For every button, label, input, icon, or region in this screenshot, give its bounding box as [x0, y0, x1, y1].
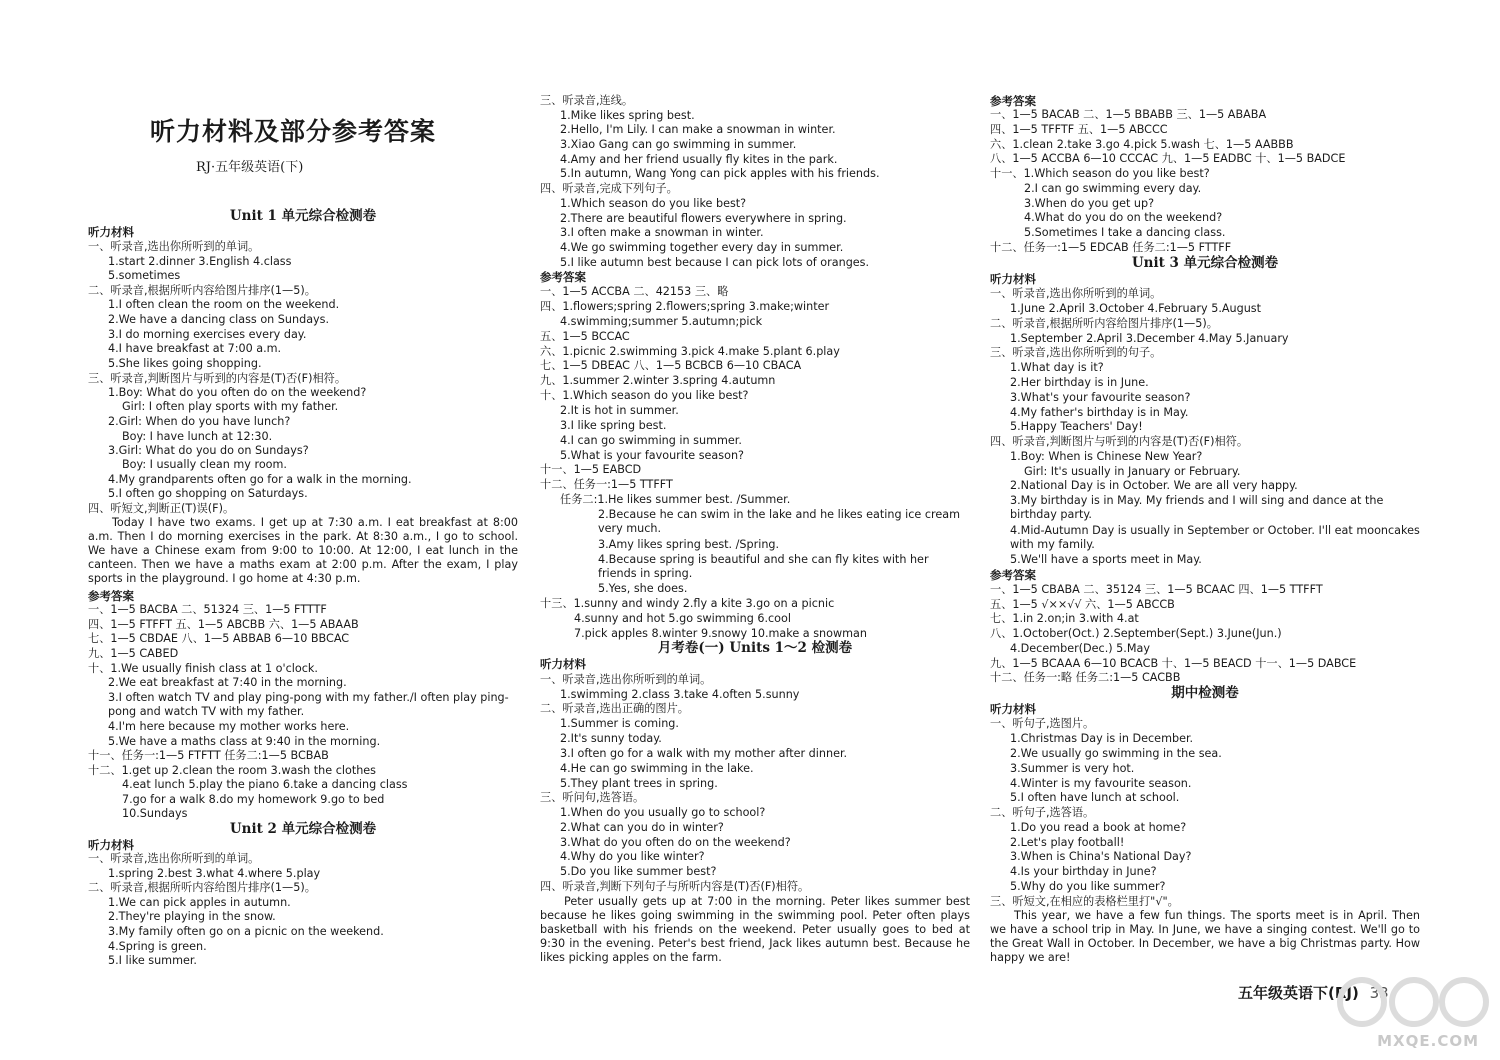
- section-heading: 期中检测卷: [1171, 685, 1239, 701]
- text-line: 1.Boy: When is Chinese New Year?: [1010, 450, 1203, 463]
- text-line: 4.Amy and her friend usually fly kites in the park.: [560, 153, 838, 166]
- text-line: 听力材料: [990, 702, 1036, 716]
- section-heading: 月考卷(一) Units 1～2 检测卷: [657, 640, 853, 656]
- text-line: 4.swimming;summer 5.autumn;pick: [560, 315, 763, 328]
- text-line: 四、听短文,判断正(T)误(F)。: [88, 502, 235, 515]
- text-line: 3.My birthday is in May. My friends and I will sing and dance at the birthday party.: [1010, 494, 1384, 521]
- text-line: 3.Xiao Gang can go swimming in summer.: [560, 138, 797, 151]
- text-line: Peter usually gets up at 7:00 in the morning. Peter likes summer best because he likes going swimming in the swimming pool. Peter often plays basketball with his friends on the weekend. Peter usually goes to bed at 9:30 in the evening. Peter's best friend, Jack likes autumn best. Because he likes picking apples on the farm.: [540, 895, 970, 964]
- text-line: Girl: It's usually in January or February.: [1024, 465, 1241, 478]
- text-line: 参考答案: [88, 589, 134, 603]
- text-line: 4.I can go swimming in summer.: [560, 434, 742, 447]
- text-line: 3.When do you get up?: [1024, 197, 1155, 210]
- text-line: 三、听录音,选出你所听到的句子。: [990, 346, 1162, 359]
- text-line: 5.Yes, she does.: [598, 582, 688, 595]
- text-line: 十、1.Which season do you like best?: [540, 389, 749, 402]
- text-line: 听力材料: [990, 272, 1036, 286]
- text-line: 一、听录音,选出你所听到的单词。: [990, 287, 1162, 300]
- text-line: 5.She likes going shopping.: [108, 357, 262, 370]
- text-line: 五、1—5 BCCAC: [540, 330, 630, 343]
- text-line: 三、听录音,判断图片与听到的内容是(T)否(F)相符。: [88, 372, 347, 385]
- text-line: 一、1—5 CBABA 二、35124 三、1—5 BCAAC 四、1—5 TTFFT: [990, 583, 1323, 596]
- text-line: 1.Do you read a book at home?: [1010, 821, 1187, 834]
- text-line: 2.National Day is in October. We are all very happy.: [1010, 479, 1298, 492]
- text-line: 二、听句子,选答语。: [990, 806, 1095, 819]
- text-line: 九、1—5 CABED: [88, 647, 179, 660]
- text-line: 八、1—5 ACCBA 6—10 CCCAC 九、1—5 EADBC 十、1—5 BADCE: [990, 152, 1346, 165]
- text-line: 四、1—5 TFFTF 五、1—5 ABCCC: [990, 123, 1168, 136]
- text-line: 1.We can pick apples in autumn.: [108, 896, 291, 909]
- text-line: 一、1—5 BACBA 二、51324 三、1—5 FTTTF: [88, 603, 327, 616]
- text-line: 10.Sundays: [122, 807, 188, 820]
- text-line: 四、1—5 FTFFT 五、1—5 ABCBB 六、1—5 ABAAB: [88, 618, 359, 631]
- text-line: 参考答案: [540, 270, 586, 284]
- text-line: 1.start 2.dinner 3.English 4.class: [108, 255, 292, 268]
- text-line: 2.Girl: When do you have lunch?: [108, 415, 291, 428]
- text-line: 3.Amy likes spring best. /Spring.: [598, 538, 780, 551]
- text-line: 十一、1.Which season do you like best?: [990, 167, 1210, 180]
- text-line: 四、听录音,判断图片与听到的内容是(T)否(F)相符。: [990, 435, 1249, 448]
- text-line: 4.My father's birthday is in May.: [1010, 406, 1189, 419]
- text-line: 4.My grandparents often go for a walk in the morning.: [108, 473, 412, 486]
- page-title: 听力材料及部分参考答案: [150, 117, 437, 146]
- text-line: 4.Spring is green.: [108, 940, 207, 953]
- text-line: 1.June 2.April 3.October 4.February 5.August: [1010, 302, 1262, 315]
- text-line: 1.When do you usually go to school?: [560, 806, 766, 819]
- text-line: 5.In autumn, Wang Yong can pick apples with his friends.: [560, 167, 880, 180]
- text-line: 2.We eat breakfast at 7:40 in the morning.: [108, 676, 347, 689]
- text-line: 5.We have a maths class at 9:40 in the morning.: [108, 735, 381, 748]
- text-line: 九、1.summer 2.winter 3.spring 4.autumn: [540, 374, 776, 387]
- text-line: 四、听录音,完成下列句子。: [540, 182, 678, 195]
- text-line: 三、听问句,选答语。: [540, 791, 645, 804]
- text-line: 3.Summer is very hot.: [1010, 762, 1135, 775]
- text-line: 四、听录音,判断下列句子与所听内容是(T)否(F)相符。: [540, 880, 810, 893]
- text-line: 四、1.flowers;spring 2.flowers;spring 3.make;winter: [540, 300, 830, 313]
- text-line: 4.He can go swimming in the lake.: [560, 762, 754, 775]
- text-line: 三、听录音,连线。: [540, 94, 634, 107]
- text-line: 一、听录音,选出你所听到的单词。: [540, 673, 712, 686]
- text-line: 3.I like spring best.: [560, 419, 667, 432]
- text-line: 十二、任务一:1—5 EDCAB 任务二:1—5 FTTFF: [990, 241, 1232, 254]
- text-line: 参考答案: [990, 94, 1036, 108]
- text-line: 1.swimming 2.class 3.take 4.often 5.sunny: [560, 688, 800, 701]
- text-line: 3.Girl: What do you do on Sundays?: [108, 444, 309, 457]
- text-line: 任务二:1.He likes summer best. /Summer.: [560, 493, 791, 506]
- text-line: 3.What's your favourite season?: [1010, 391, 1191, 404]
- text-line: 2.We usually go swimming in the sea.: [1010, 747, 1222, 760]
- text-line: 7.pick apples 8.winter 9.snowy 10.make a snowman: [574, 627, 867, 640]
- text-line: 3.When is China's National Day?: [1010, 850, 1192, 863]
- section-heading: Unit 3 单元综合检测卷: [1131, 255, 1279, 271]
- text-line: 2.What can you do in winter?: [560, 821, 724, 834]
- text-line: 2.We have a dancing class on Sundays.: [108, 313, 330, 326]
- text-line: 3.I do morning exercises every day.: [108, 328, 307, 341]
- text-line: 十一、1—5 EABCD: [540, 463, 642, 476]
- text-line: 七、1—5 CBDAE 八、1—5 ABBAB 6—10 BBCAC: [88, 632, 350, 645]
- text-line: 1.September 2.April 3.December 4.May 5.January: [1010, 332, 1289, 345]
- text-line: 七、1—5 DBEAC 八、1—5 BCBCB 6—10 CBACA: [540, 359, 802, 372]
- section-heading: Unit 1 单元综合检测卷: [229, 208, 377, 224]
- text-line: 十、1.We usually finish class at 1 o'clock.: [88, 662, 318, 675]
- text-line: 十二、任务一:1—5 TTFFT: [540, 478, 673, 491]
- text-line: 3.I often make a snowman in winter.: [560, 226, 764, 239]
- text-line: 4.Because spring is beautiful and she can fly kites with her friends in spring.: [598, 553, 929, 580]
- text-line: 一、1—5 ACCBA 二、42153 三、略: [540, 285, 729, 298]
- text-line: Girl: I often play sports with my father.: [122, 400, 339, 413]
- text-line: 4.Is your birthday in June?: [1010, 865, 1157, 878]
- text-line: 2.It is hot in summer.: [560, 404, 679, 417]
- page-subtitle: RJ·五年级英语(下): [196, 160, 304, 175]
- text-line: 5.Happy Teachers' Day!: [1010, 420, 1143, 433]
- text-line: 4.sunny and hot 5.go swimming 6.cool: [574, 612, 791, 625]
- text-line: 1.Which season do you like best?: [560, 197, 747, 210]
- text-line: 2.It's sunny today.: [560, 732, 662, 745]
- text-line: 4.I have breakfast at 7:00 a.m.: [108, 342, 282, 355]
- text-line: 4.We go swimming together every day in summer.: [560, 241, 844, 254]
- text-line: 2.Her birthday is in June.: [1010, 376, 1149, 389]
- text-line: This year, we have a few fun things. The sports meet is in April. Then we have a school trip in May. In June, we have a singing contest. We'll go to the Great Wall in October. In December, we have a big Christmas party. How happy we are!: [990, 909, 1420, 964]
- text-line: 六、1.picnic 2.swimming 3.pick 4.make 5.plant 6.play: [540, 345, 840, 358]
- text-line: 4.Winter is my favourite season.: [1010, 777, 1192, 790]
- text-line: Boy: I usually clean my room.: [122, 458, 287, 471]
- text-line: 5.I often have lunch at school.: [1010, 791, 1180, 804]
- text-line: 3.My family often go on a picnic on the weekend.: [108, 925, 384, 938]
- text-line: 4.Why do you like winter?: [560, 850, 705, 863]
- text-line: 1.Mike likes spring best.: [560, 109, 695, 122]
- text-line: 5.I like summer.: [108, 954, 197, 967]
- text-line: 1.What day is it?: [1010, 361, 1104, 374]
- text-line: 3.I often watch TV and play ping-pong with my father./I often play ping-pong and watch TV with my father.: [108, 691, 509, 718]
- text-line: 三、听短文,在相应的表格栏里打"√"。: [990, 895, 1179, 908]
- text-line: 十二、任务一:略 任务二:1—5 CACBB: [990, 671, 1181, 684]
- page-number: 33: [1369, 984, 1389, 1002]
- text-line: 一、听录音,选出你所听到的单词。: [88, 852, 260, 865]
- text-line: 十一、任务一:1—5 FTFTT 任务二:1—5 BCBAB: [88, 749, 329, 762]
- text-line: 九、1—5 BCAAA 6—10 BCACB 十、1—5 BEACD 十一、1—5 DABCE: [990, 657, 1357, 670]
- text-line: 八、1.October(Oct.) 2.September(Sept.) 3.June(Jun.): [990, 627, 1282, 640]
- text-line: 5.What is your favourite season?: [560, 449, 744, 462]
- text-line: 参考答案: [990, 568, 1036, 582]
- text-line: 2.There are beautiful flowers everywhere in spring.: [560, 212, 847, 225]
- text-line: 1.spring 2.best 3.what 4.where 5.play: [108, 867, 321, 880]
- footer-book-title: 五年级英语下(RJ): [1238, 984, 1359, 1002]
- section-heading: Unit 2 单元综合检测卷: [229, 821, 377, 837]
- text-line: 5.I often go shopping on Saturdays.: [108, 487, 308, 500]
- text-line: 1.I often clean the room on the weekend.: [108, 298, 340, 311]
- text-line: 5.sometimes: [108, 269, 181, 282]
- text-line: 4.What do you do on the weekend?: [1024, 211, 1223, 224]
- text-line: 2.I can go swimming every day.: [1024, 182, 1202, 195]
- text-line: Boy: I have lunch at 12:30.: [122, 430, 273, 443]
- text-line: 一、听句子,选图片。: [990, 717, 1095, 730]
- text-line: 4.Mid-Autumn Day is usually in September or October. I'll eat mooncakes with my family.: [1010, 524, 1420, 551]
- text-line: 5.Do you like summer best?: [560, 865, 717, 878]
- text-line: 4.eat lunch 5.play the piano 6.take a dancing class: [122, 778, 408, 791]
- text-line: 7.go for a walk 8.do my homework 9.go to bed: [122, 793, 385, 806]
- text-line: 二、听录音,根据所听内容给图片排序(1—5)。: [990, 317, 1218, 330]
- watermark-logo: [1318, 972, 1493, 1054]
- text-line: 5.Sometimes I take a dancing class.: [1024, 226, 1226, 239]
- text-line: 十二、1.get up 2.clean the room 3.wash the clothes: [88, 764, 377, 777]
- text-line: 六、1.clean 2.take 3.go 4.pick 5.wash 七、1—5 AABBB: [990, 138, 1294, 151]
- text-line: 2.Hello, I'm Lily. I can make a snowman in winter.: [560, 123, 836, 136]
- text-line: 听力材料: [88, 225, 134, 239]
- text-line: 5.They plant trees in spring.: [560, 777, 718, 790]
- text-line: 2.Let's play football!: [1010, 836, 1125, 849]
- text-line: 一、听录音,选出你所听到的单词。: [88, 240, 260, 253]
- text-line: 七、1.in 2.on;in 3.with 4.at: [990, 612, 1139, 625]
- text-line: 4.December(Dec.) 5.May: [1010, 642, 1150, 655]
- text-line: 二、听录音,根据所听内容给图片排序(1—5)。: [88, 881, 316, 894]
- text-line: 3.What do you often do on the weekend?: [560, 836, 791, 849]
- text-line: 1.Boy: What do you often do on the weekend?: [108, 386, 367, 399]
- text-line: 听力材料: [88, 838, 134, 852]
- text-line: 2.Because he can swim in the lake and he likes eating ice cream very much.: [598, 508, 960, 535]
- watermark-text: MXQE.COM: [1377, 1032, 1479, 1050]
- text-line: 二、听录音,选出正确的图片。: [540, 702, 689, 715]
- text-line: 五、1—5 √××√√ 六、1—5 ABCCB: [990, 598, 1175, 611]
- text-line: 2.They're playing in the snow.: [108, 910, 276, 923]
- text-line: 5.I like autumn best because I can pick lots of oranges.: [560, 256, 870, 269]
- text-line: Today I have two exams. I get up at 7:30 a.m. I eat breakfast at 8:00 a.m. Then I do morning exercises in the park. At 8:30 a.m., I go to school. We have a Chinese exam from 9:00 to 10:00. At 12:00, I eat lunch in the canteen. Then we have a maths exam at 2:00 p.m. After the exam, I play sports in the playground. I go home at 4:30 p.m.: [88, 516, 518, 585]
- text-line: 1.Christmas Day is in December.: [1010, 732, 1194, 745]
- text-line: 听力材料: [540, 657, 586, 671]
- text-line: 5.We'll have a sports meet in May.: [1010, 553, 1202, 566]
- text-line: 5.Why do you like summer?: [1010, 880, 1166, 893]
- text-line: 3.I often go for a walk with my mother after dinner.: [560, 747, 848, 760]
- text-line: 十三、1.sunny and windy 2.fly a kite 3.go on a picnic: [540, 597, 835, 610]
- text-line: 4.I'm here because my mother works here.: [108, 720, 350, 733]
- text-line: 二、听录音,根据所听内容给图片排序(1—5)。: [88, 284, 316, 297]
- text-line: 1.Summer is coming.: [560, 717, 679, 730]
- text-line: 一、1—5 BACAB 二、1—5 BBABB 三、1—5 ABABA: [990, 108, 1267, 121]
